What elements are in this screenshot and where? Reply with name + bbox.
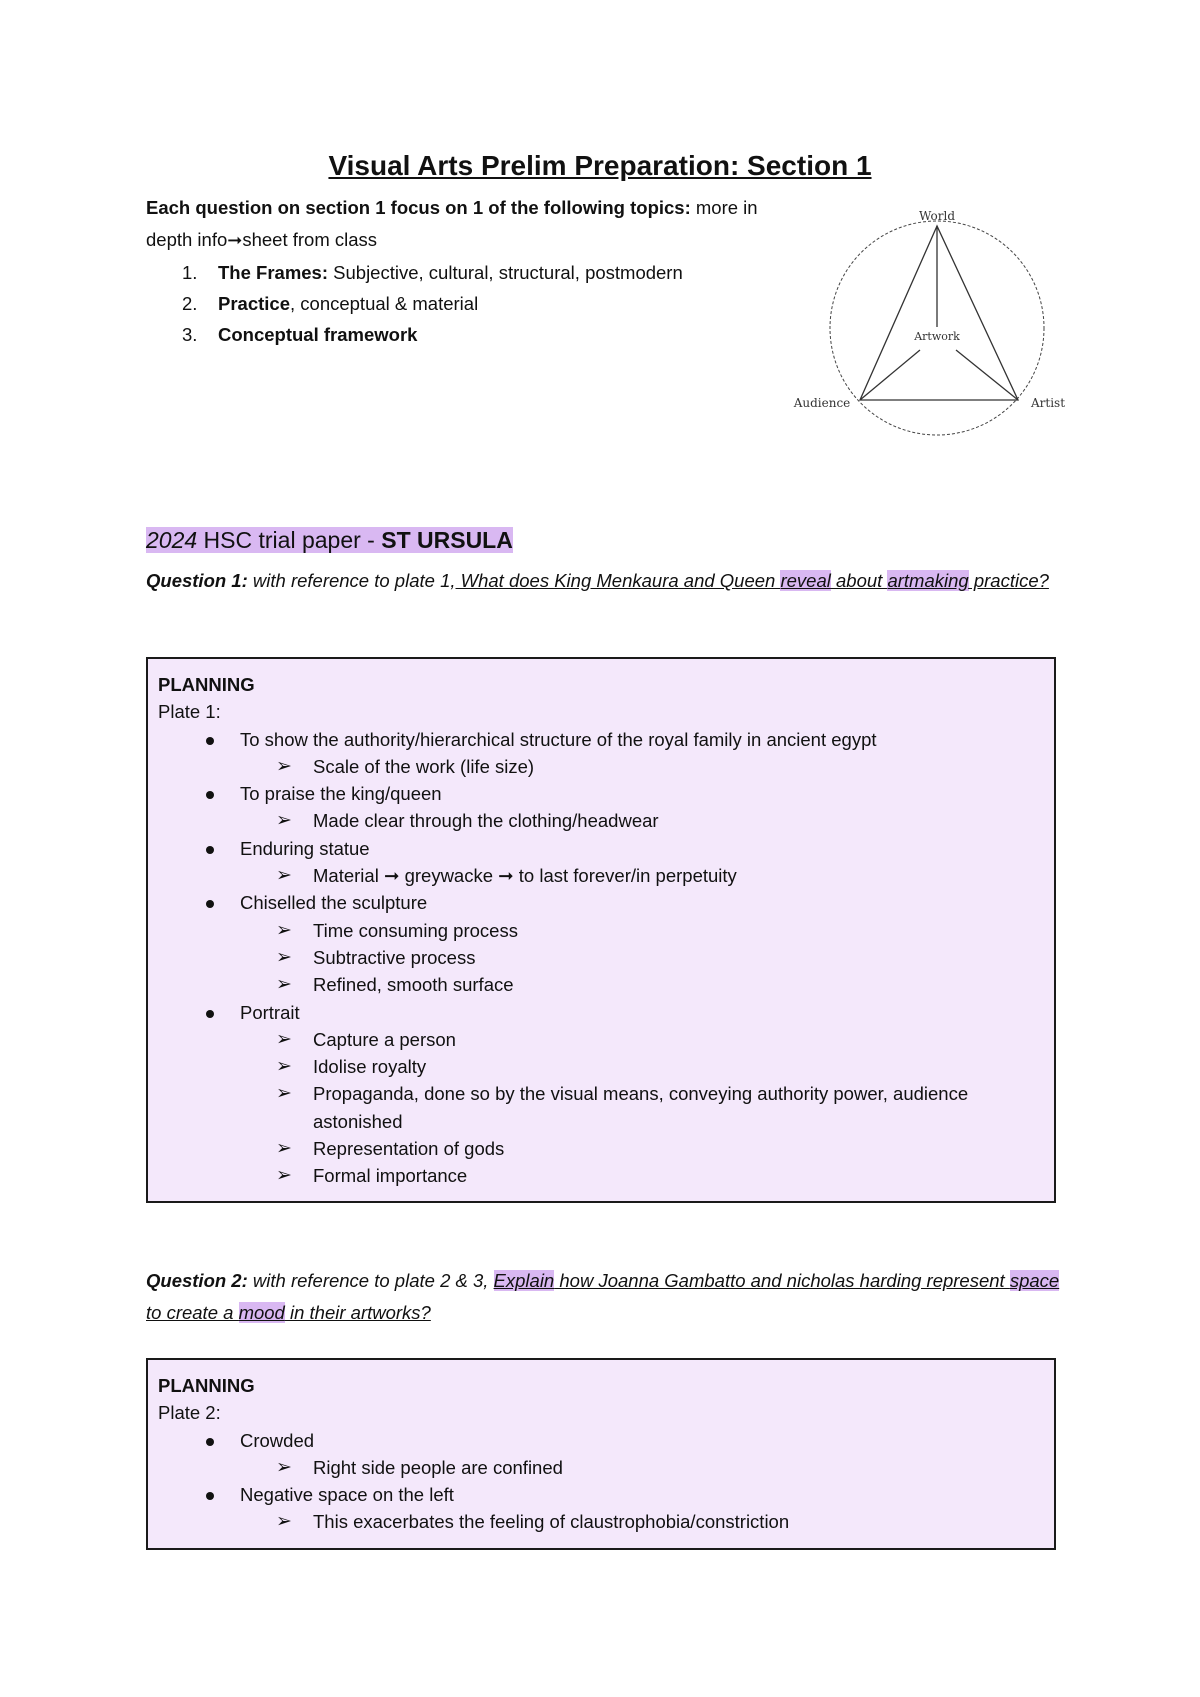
sub-bullet-text: Refined, smooth surface [313,974,514,996]
planning-box-2 [146,1358,1056,1550]
planning-list [158,1427,1044,1536]
planning-list [158,726,1044,1190]
bullet-item [158,835,1044,862]
sub-bullet-item [158,1508,1044,1535]
bullet-dot-icon [206,1492,214,1500]
label-artist: Artist [1030,396,1066,410]
bullet-item [158,889,1044,916]
sub-bullet-item [158,1026,1044,1053]
sub-bullet-item [158,1080,1044,1135]
sub-bullet-text: Formal importance [313,1165,468,1187]
sub-bullet-text: Made clear through the clothing/headwear [313,810,659,832]
topic-number: 1. [182,262,198,283]
sub-bullet-item [158,917,1044,944]
arrowhead-bullet-icon: ➢ [276,919,292,941]
arrowhead-bullet-icon: ➢ [276,974,292,996]
topic-bold: Conceptual framework [218,324,418,345]
paper-label: HSC trial paper - [197,527,382,553]
sub-bullet-text: Right side people are confined [313,1456,563,1478]
question-2-text: how Joanna Gambatto and nicholas harding represent [554,1270,1010,1291]
question-2-highlight: Explain [493,1270,555,1291]
question-1-text: about [830,570,888,591]
planning-heading: PLANNING [158,1375,255,1396]
paper-heading [146,527,513,554]
framework-line-artist [956,350,1018,400]
question-1-text: What does King Menkaura and Queen [455,570,781,591]
sub-bullet-text: Propaganda, done so by the visual means, conveying authority power, audience astonished [313,1083,969,1132]
sub-bullet-item [158,971,1044,998]
question-2 [146,1265,1066,1329]
bullet-text: Chiselled the sculpture [240,892,428,914]
bullet-item [158,1481,1044,1508]
sub-bullet-text: Representation of gods [313,1138,505,1160]
intro-paragraph [146,192,786,256]
intro-bold: Each question on section 1 focus on 1 of the following topics: [146,197,691,218]
bullet-item [158,1427,1044,1454]
framework-line-audience [860,350,920,400]
bullet-item [158,726,1044,753]
question-2-highlight: mood [238,1302,285,1323]
arrowhead-bullet-icon: ➢ [276,946,292,968]
bullet-dot-icon [206,791,214,799]
arrowhead-bullet-icon: ➢ [276,1028,292,1050]
sub-bullet-item [158,1053,1044,1080]
question-1-text: practice? [968,570,1049,591]
bullet-dot-icon [206,1010,214,1018]
question-1-pre: with reference to plate 1, [247,570,456,591]
question-1 [146,565,1066,597]
sub-bullet-item [158,862,1044,889]
paper-year: 2024 [146,527,198,553]
paper-school: ST URSULA [381,527,513,553]
conceptual-framework-diagram [780,200,1066,450]
framework-triangle [860,226,1018,400]
bullet-text: Negative space on the left [240,1484,454,1506]
bullet-item [158,780,1044,807]
topic-bold: Practice [218,293,290,314]
sub-bullet-text: Material ➞ greywacke ➞ to last forever/in perpetuity [313,865,737,887]
plate-label: Plate 2: [158,1402,221,1424]
bullet-dot-icon [206,1438,214,1446]
sub-bullet-item [158,753,1044,780]
question-1-label: Question 1: [146,570,248,591]
label-audience: Audience [793,396,851,410]
sub-bullet-text: Time consuming process [313,919,518,941]
bullet-dot-icon [206,900,214,908]
label-artwork: Artwork [914,330,960,343]
question-1-highlight: reveal [780,570,831,591]
topic-item [146,319,683,350]
sub-bullet-text: Scale of the work (life size) [313,755,535,777]
sub-bullet-item [158,944,1044,971]
sub-bullet-text: This exacerbates the feeling of claustrophobia/constriction [313,1511,790,1533]
arrowhead-bullet-icon: ➢ [276,1083,292,1105]
bullet-dot-icon [206,846,214,854]
sub-bullet-text: Capture a person [313,1028,456,1050]
label-world: World [919,209,955,223]
bullet-text: Crowded [240,1429,315,1451]
topic-bold: The Frames: [218,262,329,283]
arrowhead-bullet-icon: ➢ [276,865,292,887]
question-2-pre: with reference to plate 2 & 3, [247,1270,494,1291]
topic-item [146,257,683,288]
sub-bullet-text: Subtractive process [313,946,476,968]
plate-label: Plate 1: [158,701,221,723]
page-title: Visual Arts Prelim Preparation: Section 1 [328,150,872,181]
sub-bullet-item [158,1135,1044,1162]
intro-rest-1: more in depth info [146,197,758,250]
question-2-highlight: space [1009,1270,1060,1291]
question-2-text: in their artworks? [284,1302,431,1323]
sub-bullet-item [158,1454,1044,1481]
topic-list [146,257,683,350]
question-2-text: to create a [146,1302,239,1323]
question-1-highlight: artmaking [887,570,969,591]
topic-rest: , conceptual & material [290,293,479,314]
arrow-icon: ➞ [227,230,243,250]
sub-bullet-item [158,807,1044,834]
arrowhead-bullet-icon: ➢ [276,1511,292,1533]
bullet-item [158,999,1044,1026]
arrowhead-bullet-icon: ➢ [276,1456,292,1478]
sub-bullet-item [158,1162,1044,1189]
bullet-text: To show the authority/hierarchical structure of the royal family in ancient egypt [240,728,877,750]
question-2-label: Question 2: [146,1270,248,1291]
bullet-text: Enduring statue [240,837,370,859]
planning-box-1 [146,657,1056,1203]
bullet-text: Portrait [240,1001,300,1023]
topic-rest: Subjective, cultural, structural, postmodern [328,262,683,283]
sub-bullet-text: Idolise royalty [313,1056,427,1078]
arrowhead-bullet-icon: ➢ [276,755,292,777]
intro-rest-2: sheet from class [242,229,378,250]
planning-heading: PLANNING [158,674,255,695]
arrowhead-bullet-icon: ➢ [276,1138,292,1160]
topic-number: 2. [182,293,198,314]
arrowhead-bullet-icon: ➢ [276,1056,292,1078]
arrowhead-bullet-icon: ➢ [276,1165,292,1187]
topic-number: 3. [182,324,198,345]
bullet-text: To praise the king/queen [240,783,442,805]
bullet-dot-icon [206,737,214,745]
topic-item [146,288,683,319]
arrowhead-bullet-icon: ➢ [276,810,292,832]
